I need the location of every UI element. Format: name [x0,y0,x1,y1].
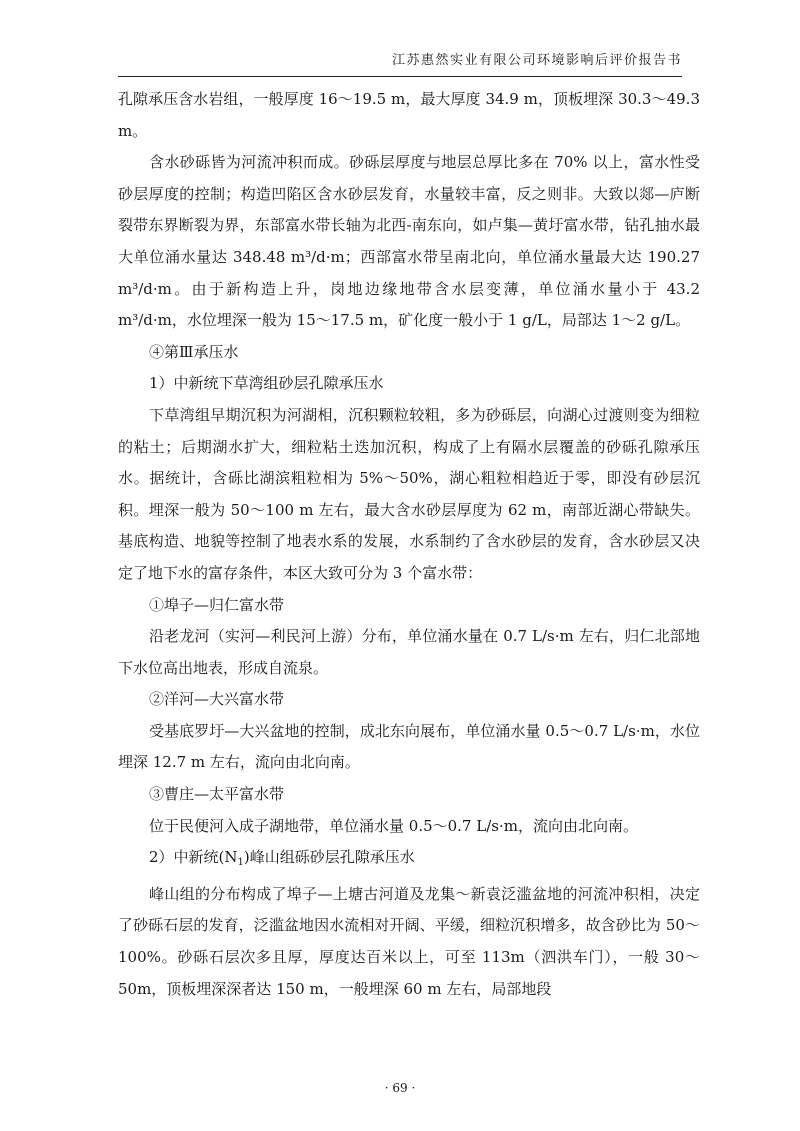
zone-heading-yanghe-daxing: ②洋河—大兴富水带 [149,690,285,709]
page-header: 江苏惠然实业有限公司环境影响后评价报告书 [118,50,682,77]
paragraph-buzi-guiren: 沿老龙河（实河—利民河上游）分布，单位涌水量在 0.7 L/s·m 左右，归仁北部地下水位高出地表，形成自流泉。 [118,627,700,677]
paragraph-sand-gravel: 含水砂砾皆为河流冲积而成。砂砾层厚度与地层总厚比多在 70% 以上，富水性受砂层厚度的控制；构造凹陷区含水砂层发育，水量较丰富，反之则非。大致以郯—庐断裂带东界断裂为界，东部富水带长轴为北西-南东向，如卢集—黄圩富水带，钻孔抽水最大单位涌水量达 348.48 m³/d·m；西部富水带呈南北向，单位涌水量最大达 190.27 m³/d·m。由于新构造上升，岗地边缘地带含水层变薄，单位涌水量小于 43.2 m³/d·m，水位埋深一般为 15～17.5 m，矿化度一般小于 1 g/L，局部达 1～2 g/L。 [118,153,700,330]
page-number: · 69 · [384,1081,416,1095]
subsection-heading-fengshan [118,842,700,879]
zone-heading-buzi-guiren: ①埠子—归仁富水带 [149,595,285,614]
paragraph-caozhuang-taiping: 位于民便河入成子湖地带，单位涌水量 0.5～0.7 L/s·m，流向由北向南。 [149,816,638,835]
subsection-heading-xiacaowan: 1）中新统下草湾组砂层孔隙承压水 [149,374,384,393]
heading-suffix: )峰山组砾砂层孔隙承压水 [243,848,415,867]
paragraph-yanghe-daxing: 受基底罗圩—大兴盆地的控制，成北东向展布，单位涌水量 0.5～0.7 L/s·m，水位埋深 12.7 m 左右，流向由北向南。 [118,721,700,772]
paragraph-xiacaowan: 下草湾组早期沉积为河湖相，沉积颗粒较粗，多为砂砾层，向湖心过渡则变为细粒的粘土；后期湖水扩大，细粒粘土迭加沉积，构成了上有隔水层覆盖的砂砾孔隙承压水。据统计，含砾比湖滨粗粒相为 5%～50%，湖心粗粒相趋近于零，即没有砂层沉积。埋深一般为 50～100 m 左右，最大含水砂层厚度为 62 m，南部近湖心带缺失。基底构造、地貌等控制了地表水系的发展，水系制约了含水砂层的发育，含水砂层又决定了地下水的富存条件，本区大致可分为 3 个富水带： [118,405,700,582]
section-heading-confined-water-3: ④第Ⅲ承压水 [149,342,239,361]
heading-prefix: 2）中新统(N [149,848,238,867]
paragraph-fengshan: 峰山组的分布构成了埠子—上塘古河道及龙集～新袁泛滥盆地的河流冲积相，决定了砂砾石层的发育，泛滥盆地因水流相对开阔、平缓，细粒沉积增多，故含砂比为 50～100%。砂砾石层次多且厚，厚度达百米以上，可至 113m（泗洪车门），一般 30～50m，顶板埋深深者达 150 m，一般埋深 60 m 左右，局部地段 [118,884,700,998]
zone-heading-caozhuang-taiping: ③曹庄—太平富水带 [149,785,285,804]
paragraph-aquifer-thickness: 孔隙承压含水岩组，一般厚度 16～19.5 m，最大厚度 34.9 m，顶板埋深 30.3～49.3 m。 [118,90,700,140]
document-body [118,84,700,1005]
subscript: 1 [237,857,244,869]
